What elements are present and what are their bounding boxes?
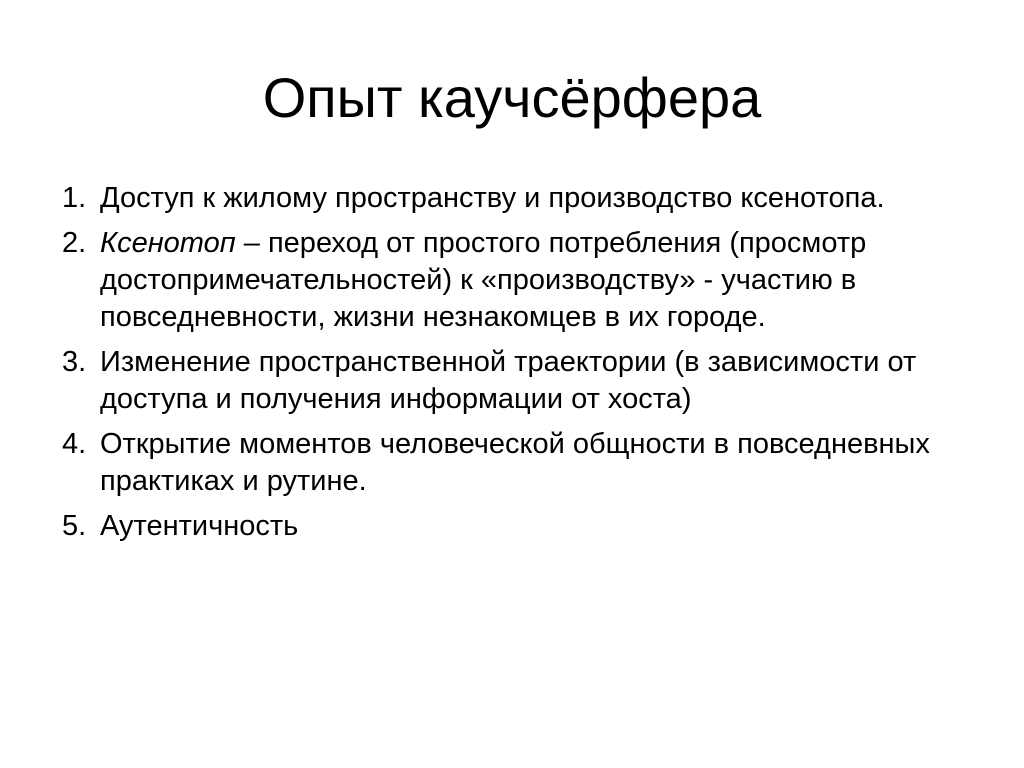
list-item bbox=[62, 508, 962, 545]
numbered-list bbox=[62, 180, 962, 553]
item-text: – переход от простого потребления (просмотр достопримечательностей) к «производству» - участию в повседневности, жизни незнакомцев в их городе. bbox=[100, 227, 867, 333]
item-text: Изменение пространственной траектории (в зависимости от доступа и получения информации от хоста) bbox=[100, 346, 917, 415]
item-term-italic: Ксенотоп bbox=[100, 227, 236, 259]
slide-title: Опыт каучсёрфера bbox=[262, 66, 762, 129]
item-number: 4. bbox=[62, 428, 87, 460]
item-text: Открытие моментов человеческой общности в повседневных практиках и рутине. bbox=[100, 428, 930, 497]
item-number: 1. bbox=[62, 182, 87, 214]
list-item bbox=[62, 344, 962, 418]
list-item bbox=[62, 426, 962, 500]
item-number: 2. bbox=[62, 227, 87, 259]
item-number: 3. bbox=[62, 346, 87, 378]
item-text: Аутентичность bbox=[100, 510, 299, 542]
item-number: 5. bbox=[62, 510, 87, 542]
item-text-container bbox=[100, 225, 962, 336]
item-text: Доступ к жилому пространству и производство ксенотопа. bbox=[100, 182, 885, 214]
list-item bbox=[62, 180, 962, 217]
list-item bbox=[62, 225, 962, 336]
